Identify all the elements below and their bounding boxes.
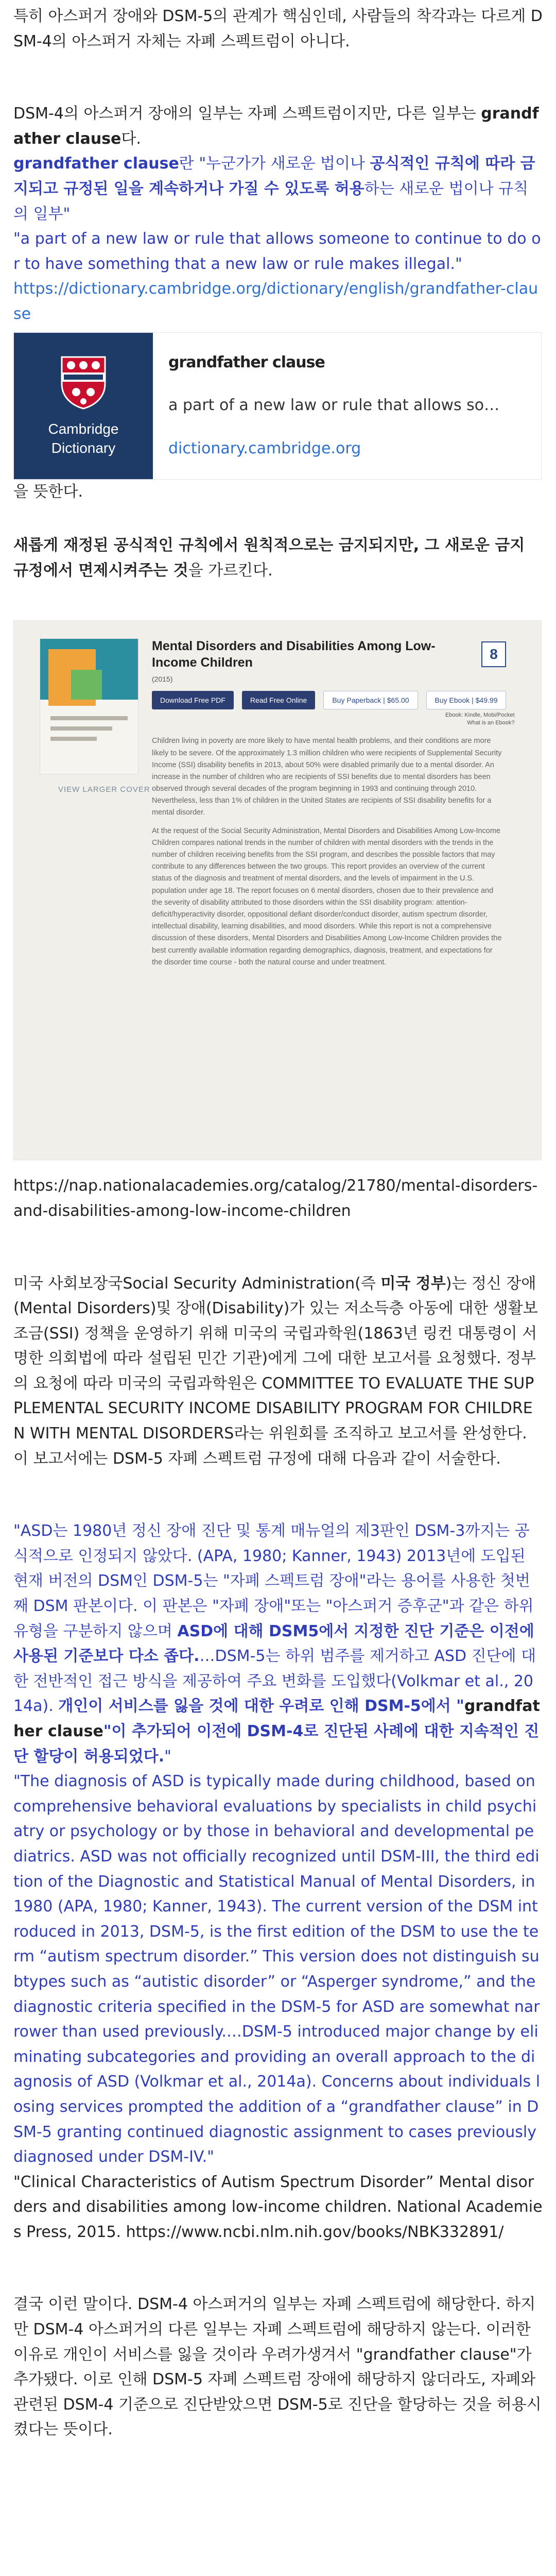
ssa-paragraph — [13, 1272, 543, 1472]
book-cover-image[interactable] — [40, 638, 138, 774]
text: "ASD는 1980년 정신 장애 진단 및 통계 매뉴얼의 제3판인 DSM-3까지는 공식적으로 인정되지 않았다. (APA, 1980; Kanner, 1943) 2013년에 도입된 현재 버전의 DSM인 DSM-5는 "자폐 스펙트럼 장애"라는 용어를 사용한 첫번째 DSM 판본이다. 이 판본은 "자폐 장애"또는 "아스퍼거 증후군"과 같은 하위 유형을 구분하지 않으며 — [13, 1522, 539, 1640]
book-action-buttons — [152, 691, 506, 709]
what-is-ebook-link[interactable]: What is an Ebook? — [467, 719, 515, 726]
definition-en-quote: "a part of a new law or rule that allows someone to continue to do or to have something that a new law or rule makes illegal." — [13, 230, 541, 273]
citation-text: "Clinical Characteristics of Autism Spectrum Disorder” Mental disorders and disabilities among low-income children. National Academies Press, 2015. — [13, 2173, 543, 2241]
quote-english: "The diagnosis of ASD is typically made during childhood, based on comprehensive behavioral evaluations by specialists in child psychiatry or psychology or by those in behavioral and developmental pediatrics. ASD was not officially recognized until DSM-III, the third edition of the Diagnostic and Statistical Manual of Mental Disorders, in 1980 (APA, 1980; Kanner, 1943). The current version of the DSM introduced in 2013, DSM-5, is the first edition of the DSM to use the term “autism spectrum disorder.” This version does not distinguish subtypes such as “autistic disorder” or “Asperger syndrome,” and the diagnostic criteria specified in the DSM-5 for ASD are somewhat narrower than used previously.…DSM-5 introduced major change by eliminating subcategories and providing an overall approach to the diagnosis of ASD (Volkmar et al., 2014a). Concerns about individuals losing services prompted the addition of a “grandfather clause” in DSM-5 granting continued diagnostic assignment to cases previously diagnosed under DSM-IV." — [13, 1772, 542, 2166]
card-domain: dictionary.cambridge.org — [168, 439, 361, 457]
quote-bold-narrower: ASD에 대해 DSM5에서 지정한 진단 기준은 이전에 사용된 기준보다 다소 좁다. — [13, 1622, 540, 1666]
chapter-badge: 8 — [481, 641, 506, 667]
book-description-p2: At the request of the Social Security Administration, Mental Disorders and Disabilities Among Low-Income Children compares national trends in the number of children with mental disorders with the trends in the number of children receiving benefits from the SSI program, and describes the possible factors that may contribute to any differences between the two groups. This report provides an overview of the current status of the diagnosis and treatment of mental disorders, and the levels of impairment in the U.S. population under age 18. The report focuses on 6 mental disorders, chosen due to their prevalence and the severity of disability attributed to those disorders within the SSI disability program: attention-deficit/hyperactivity disorder, oppositional defiant disorder/conduct disorder, autism spectrum disorder, intellectual disability, learning disabilities, and mood disorders. While this report is not a comprehensive discussion of these disorders, Mental Disorders and Disabilities Among Low-Income Children provides the best currently available information regarding demographics, diagnosis, treatment, and expectations for the disorder time course - both the natural course and under treatment. — [152, 826, 502, 967]
text: 하는 새로운 법이나 규칙의 일부" — [13, 179, 529, 223]
meaning-paragraph — [13, 533, 543, 583]
nap-url[interactable]: https://nap.nationalacademies.org/catalog/21780/mental-disorders-and-disabilities-among-low-income-children — [13, 1177, 538, 1220]
definition-ko — [13, 151, 543, 227]
card-body — [153, 333, 515, 479]
citation-url[interactable]: https://www.ncbi.nlm.nih.gov/books/NBK332891/ — [126, 2223, 504, 2241]
card-description: a part of a new law or rule that allows so… — [168, 396, 500, 415]
conclusion-paragraph: 결국 이런 말이다. DSM-4 아스퍼거의 일부는 자폐 스펙트럼에 해당한다. 하지만 DSM-4 아스퍼거의 다른 일부는 자폐 스펙트럼에 해당하지 않는다. 이러한 이유로 개인이 서비스를 잃을 것이라 우려가생겨서 "grandfather clause"가 추가됐다. 이로 인해 DSM-5 자폐 스펙트럼 장애에 해당하지 않더라도, 자폐와 관련된 DSM-4 기준으로 진단받았으면 DSM-5로 진단을 할당하는 것을 허용시켰다는 뜻이다. — [13, 2295, 542, 2439]
text: 란 "누군가가 새로운 법이나 — [179, 155, 370, 173]
buy-ebook-button[interactable]: Buy Ebook | $49.99 — [426, 691, 507, 709]
card-title: grandfather clause — [168, 353, 325, 371]
quote-bold-concern: 개인이 서비스를 잃을 것에 대한 우려로 인해 DSM-5에서 " — [58, 1697, 464, 1716]
definition-term: grandfather clause — [13, 155, 179, 173]
logo-text-dictionary: Dictionary — [51, 439, 116, 456]
download-pdf-button[interactable]: Download Free PDF — [152, 691, 234, 709]
text: 미국 사회보장국Social Security Administration(즉 — [13, 1274, 381, 1293]
logo-text-cambridge: Cambridge — [48, 421, 119, 437]
citation — [13, 2170, 543, 2245]
ebook-format-text: Ebook: Kindle, Mobi/Pocket — [445, 712, 515, 719]
grandfather-clause-term: grandfather clause — [13, 105, 539, 148]
cambridge-shield-icon — [59, 354, 108, 411]
us-government-bold: 미국 정부 — [380, 1274, 446, 1293]
asperger-paragraph — [13, 101, 543, 151]
text: 을 가르킨다. — [188, 561, 273, 580]
text: DSM-4의 아스퍼거 장애의 일부는 자폐 스펙트럼이지만, 다른 일부는 — [13, 105, 481, 123]
text: " — [164, 1747, 171, 1766]
buy-paperback-button[interactable]: Buy Paperback | $65.00 — [323, 691, 418, 709]
cambridge-link[interactable]: https://dictionary.cambridge.org/dictionary/english/grandfather-clause — [13, 280, 538, 323]
meaning-bold: 새롭게 재정된 공식적인 규칙에서 원칙적으로는 금지되지만, 그 새로운 금지 규정에서 면제시켜주는 것 — [13, 536, 530, 580]
book-year: (2015) — [152, 675, 173, 684]
book-description-p1: Children living in poverty are more likely to have mental health problems, and their conditions are more likely to be severe. Of the approximately 1.3 million children who were recipients of Supplemental Security Income (SSI) disability benefits in 2013, about 50% were disabled primarily due to a mental disorder. An increase in the number of children who are recipients of SSI benefits due to mental disorders has been observed through several decades of the program beginning in 1993 and continuing through 2010. Nevertheless, less than 1% of children in the United States are recipients of SSI disability benefits for a mental disorder. — [152, 737, 502, 817]
cambridge-link-card[interactable] — [13, 332, 542, 480]
nap-book-screenshot — [13, 620, 542, 1160]
quote-bold-concern-end: "이 추가되어 이전에 DSM-4로 진단된 사례에 대한 지속적인 진단 할당이 허용되었다. — [13, 1722, 540, 1766]
definition-bold: 공식적인 규칙에 따라 금지되고 규정된 일을 계속하거나 가질 수 있도록 허용 — [13, 155, 535, 198]
quote-korean — [13, 1519, 543, 1769]
read-online-button[interactable]: Read Free Online — [242, 691, 316, 709]
book-title: Mental Disorders and Disabilities Among Low-Income Children — [152, 639, 436, 670]
view-larger-cover-link[interactable]: VIEW LARGER COVER — [58, 785, 150, 794]
text: )는 정신 장애(Mental Disorders)및 장애(Disability)가 있는 저소득층 아동에 대한 생활보조금(SSI) 정책을 운영하기 위해 미국의 국립과학원(1863년 링컨 대통령이 서명한 의회법에 따라 설립된 민간 기관)에게 그에 대한 보고서를 요청했다. 정부의 요청에 따라 미국의 국립과학원은 COMMITTEE TO EVALUATE THE SUPPLEMENTAL SECURITY INCOME DISABILITY PROGRAM FOR CHILDREN WITH MENTAL DISORDERS라는 위원회를 조직하고 보고서를 완성한다. 이 보고서에는 DSM-5 자폐 스펙트럼 규정에 대해 다음과 같이 서술한다. — [13, 1274, 538, 1468]
text: …DSM-5는 하위 범주를 제거하고 ASD 진단에 대한 전반적인 접근 방식을 제공하여 주요 변화를 도입했다(Volkmar et al., 2014a). — [13, 1647, 536, 1716]
ebook-info — [445, 711, 515, 726]
intro-paragraph: 특히 아스퍼거 장애와 DSM-5의 관계가 핵심인데, 사람들의 착각과는 다르게 DSM-4의 아스퍼거 자체는 자폐 스펙트럼이 아니다. — [13, 7, 543, 50]
book-description — [152, 735, 502, 975]
cambridge-logo — [14, 333, 153, 479]
after-card-text: 을 뜻한다. — [13, 482, 83, 501]
quote-bold-grandfather: grandfather clause — [13, 1697, 540, 1740]
text: 다. — [121, 129, 141, 148]
